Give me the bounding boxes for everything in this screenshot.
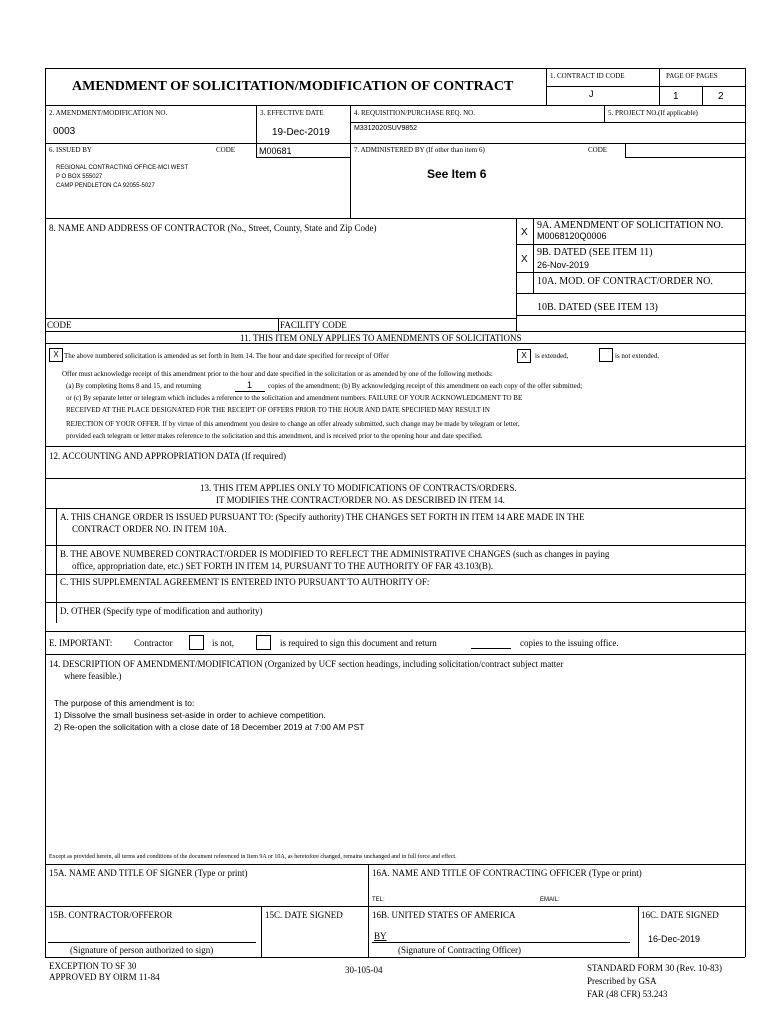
item13-a-line-1: A. THIS CHANGE ORDER IS ISSUED PURSUANT TO: (Specify authority) THE CHANGES SET FORTH IN ITEM 14 ARE MADE IN THE: [60, 512, 585, 522]
amendment-sol-value: M0068120Q0006: [537, 231, 607, 241]
email-label: EMAIL:: [540, 897, 560, 903]
item13-heading-2: IT MODIFIES THE CONTRACT/ORDER NO. AS DESCRIBED IN ITEM 14.: [216, 495, 505, 505]
administered-code-label: CODE: [588, 146, 608, 154]
issued-by-label: 6. ISSUED BY: [49, 146, 92, 154]
extended-checkbox[interactable]: X: [517, 349, 531, 363]
footer-prescribed: Prescribed by GSA: [587, 976, 657, 986]
issuer-line-1: REGIONAL CONTRACTING OFFICE-MCI WEST: [56, 165, 189, 171]
form-title: AMENDMENT OF SOLICITATION/MODIFICATION OF CONTRACT: [72, 79, 514, 94]
description-label-1: 14. DESCRIPTION OF AMENDMENT/MODIFICATION (Organized by UCF section headings, including solicitation/contract subject matter: [49, 659, 564, 669]
copies-count: 1: [247, 380, 253, 390]
mod-10a-label: 10A. MOD. OF CONTRACT/ORDER NO.: [537, 276, 713, 287]
mark-9b: X: [521, 254, 528, 265]
is-required-checkbox[interactable]: [256, 635, 271, 650]
usa-label: 16B. UNITED STATES OF AMERICA: [372, 910, 516, 920]
sig-officer-label: (Signature of Contracting Officer): [398, 945, 522, 955]
footer-far: FAR (48 CFR) 53.243: [587, 989, 668, 999]
effective-date-value: 19-Dec-2019: [272, 127, 330, 138]
item11-heading: 11. THIS ITEM ONLY APPLIES TO AMENDMENTS OF SOLICITATIONS: [240, 333, 522, 343]
instruction-line-2a: (a) By completing Items 8 and 15, and returning: [66, 382, 202, 390]
issuer-address: [56, 164, 188, 191]
amendment-no-label: 2. AMENDMENT/MODIFICATION NO.: [49, 109, 168, 117]
is-not-text: is not,: [212, 638, 235, 648]
description-body-line-3: 2) Re-open the solicitation with a close date of 18 December 2019 at 7:00 AM PST: [54, 722, 365, 732]
instruction-line-1: Offer must acknowledge receipt of this amendment prior to the hour and date specified in the solicitation or as amended by one of the following methods:: [62, 370, 493, 378]
is-extended-text: is extended,: [535, 352, 569, 360]
instruction-line-4: RECEIVED AT THE PLACE DESIGNATED FOR THE RECEIPT OF OFFERS PRIOR TO THE HOUR AND DATE SPECIFIED MAY RESULT IN: [66, 406, 490, 414]
amendment-no-value: 0003: [53, 126, 76, 137]
contract-id-code-label: 1. CONTRACT ID CODE: [550, 72, 625, 80]
not-extended-checkbox[interactable]: [599, 348, 613, 362]
contractor-word: Contractor: [134, 638, 173, 648]
description-body-line-1: The purpose of this amendment is to:: [54, 698, 195, 708]
item13-d-line: D. OTHER (Specify type of modification and authority): [60, 606, 263, 616]
item13-a-line-2: CONTRACT ORDER NO. IN ITEM 10A.: [72, 524, 227, 534]
item13-c-line: C. THIS SUPPLEMENTAL AGREEMENT IS ENTERED INTO PURSUANT TO AUTHORITY OF:: [60, 577, 430, 587]
facility-code-label: FACILITY CODE: [280, 320, 347, 330]
date-signed-15c-label: 15C. DATE SIGNED: [265, 910, 343, 920]
description-body: [54, 697, 364, 733]
item13-b-line-2: office, appropriation date, etc.) SET FORTH IN ITEM 14, PURSUANT TO THE AUTHORITY OF FAR 43.103(B).: [72, 561, 494, 571]
except-text: Except as provided herein, all terms and conditions of the document referenced in Item 9A or 10A, as heretofore changed, remains unchanged and in full force and effect.: [49, 854, 457, 860]
issuer-line-3: CAMP PENDLETON CA 92055-5027: [56, 183, 155, 189]
page-number: 1: [673, 91, 679, 102]
instruction-line-6: provided each telegram or letter makes reference to the solicitation and this amendment, and is received prior to the opening hour and date specified.: [66, 432, 483, 440]
is-not-checkbox[interactable]: [189, 635, 204, 650]
requisition-label: 4. REQUISITION/PURCHASE REQ. NO.: [354, 109, 475, 117]
officer-label: 16A. NAME AND TITLE OF CONTRACTING OFFICER (Type or print): [372, 868, 642, 878]
amended-checkbox[interactable]: X: [49, 348, 63, 362]
instruction-line-2b: copies of the amendment; (b) By acknowledging receipt of this amendment on each copy of the offer submitted;: [268, 382, 583, 390]
contractor-code-label: CODE: [47, 320, 72, 330]
contractor-offeror-label: 15B. CONTRACTOR/OFFEROR: [49, 910, 173, 920]
signer-label: 15A. NAME AND TITLE OF SIGNER (Type or print): [49, 868, 248, 878]
item13-heading-1: 13. THIS ITEM APPLIES ONLY TO MODIFICATIONS OF CONTRACTS/ORDERS.: [200, 483, 517, 493]
contractor-label: 8. NAME AND ADDRESS OF CONTRACTOR (No., Street, County, State and Zip Code): [49, 223, 377, 233]
by-label: BY: [374, 931, 387, 941]
administered-by-label: 7. ADMINISTERED BY (If other than item 6): [354, 146, 485, 154]
sig-person-label: (Signature of person authorized to sign): [70, 945, 214, 955]
administered-value: See Item 6: [427, 167, 487, 181]
instruction-line-3: or (c) By separate letter or telegram which includes a reference to the solicitation and amendment numbers. FAILURE OF YOUR ACKNOWLEDGMENT TO BE: [66, 394, 523, 402]
dated-10b-label: 10B. DATED (SEE ITEM 13): [537, 302, 658, 313]
requisition-value: M3312020SUV9852: [354, 125, 418, 132]
mark-9a: X: [521, 227, 528, 238]
total-pages: 2: [718, 91, 724, 102]
is-required-text: is required to sign this document and return: [280, 638, 437, 648]
item13-b-line-1: B. THE ABOVE NUMBERED CONTRACT/ORDER IS MODIFIED TO REFLECT THE ADMINISTRATIVE CHANGES (such as changes in paying: [60, 549, 610, 559]
is-not-extended-text: is not extended.: [615, 352, 660, 360]
footer-exception: EXCEPTION TO SF 30: [49, 961, 137, 971]
description-body-line-2: 1) Dissolve the small business set-aside in order to achieve competition.: [54, 710, 326, 720]
issuer-line-2: P O BOX 555027: [56, 174, 103, 180]
instruction-line-5: REJECTION OF YOUR OFFER. If by virtue of this amendment you desire to change an offer already submitted, such change may be made by telegram or letter,: [66, 420, 520, 428]
footer-number: 30-105-04: [345, 965, 383, 975]
footer-approved: APPROVED BY OIRM 11-84: [49, 972, 160, 982]
effective-date-label: 3. EFFECTIVE DATE: [260, 109, 324, 117]
date-16c-value: 16-Dec-2019: [648, 934, 701, 944]
dated-9b-label: 9B. DATED (SEE ITEM 11): [537, 247, 653, 258]
copies-text: copies to the issuing office.: [520, 638, 619, 648]
issued-code-value: M00681: [259, 146, 292, 156]
description-label-2: where feasible.): [64, 671, 122, 681]
project-no-label: 5. PROJECT NO.(If applicable): [608, 109, 698, 117]
item11-instructions: [62, 369, 493, 379]
page-of-pages-label: PAGE OF PAGES: [666, 72, 718, 80]
amended-text: The above numbered solicitation is amended as set forth in Item 14. The hour and date specified for receipt of Offer: [64, 352, 389, 360]
footer-standard-form: STANDARD FORM 30 (Rev. 10-83): [587, 963, 722, 973]
issued-code-label: CODE: [216, 146, 236, 154]
dated-9b-value: 26-Nov-2019: [537, 260, 590, 270]
important-label: E. IMPORTANT:: [49, 638, 113, 648]
date-signed-16c-label: 16C. DATE SIGNED: [641, 910, 719, 920]
accounting-label: 12. ACCOUNTING AND APPROPRIATION DATA (If required): [49, 451, 287, 461]
amendment-sol-label: 9A. AMENDMENT OF SOLICITATION NO.: [537, 220, 724, 231]
tel-label: TEL:: [372, 897, 385, 903]
contract-id-code-value: J: [589, 89, 594, 99]
